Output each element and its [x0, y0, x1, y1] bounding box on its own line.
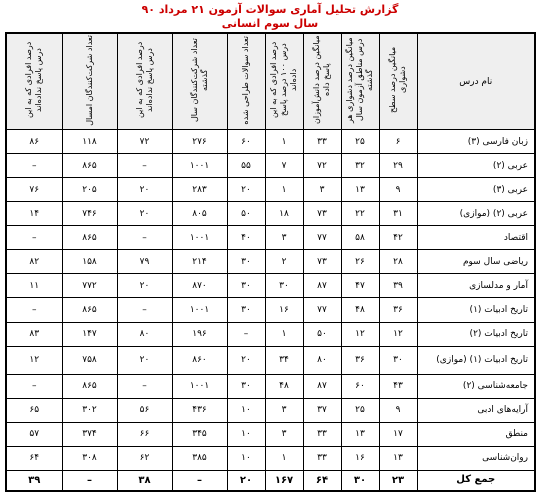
value-cell: ۱ — [265, 130, 303, 154]
value-cell: ۱۳ — [341, 178, 379, 202]
value-cell: – — [117, 374, 172, 398]
value-cell: ۲۶ — [341, 250, 379, 274]
value-cell: – — [6, 154, 62, 178]
value-cell: ۱۶ — [341, 446, 379, 470]
value-cell: ۳۰ — [227, 274, 265, 298]
value-cell: ۷۶ — [6, 178, 62, 202]
value-cell: ۳۰ — [227, 374, 265, 398]
value-cell: ۸۲ — [6, 250, 62, 274]
value-cell: ۲۸ — [379, 250, 417, 274]
header-col-7-label: درصد افرادی که به این درس پاسخ نداده‌اند — [134, 41, 154, 119]
header-col-8-label: تعداد شرکت‌کنندگان امسال — [84, 34, 94, 126]
value-cell: ۲۲ — [341, 202, 379, 226]
header-row — [6, 33, 535, 130]
value-cell: ۴۳۶ — [172, 398, 227, 422]
value-cell: – — [6, 226, 62, 250]
course-name-cell: عربی (۲) — [417, 154, 535, 178]
value-cell: ۴۸ — [265, 374, 303, 398]
report-subtitle: سال سوم انسانی — [221, 17, 319, 30]
value-cell: ۲۷۶ — [172, 130, 227, 154]
value-cell: ۳۶ — [379, 298, 417, 322]
value-cell: ۳۸ — [117, 470, 172, 491]
header-col-1 — [379, 33, 417, 130]
value-cell: ۸۳ — [6, 322, 62, 346]
value-cell: ۱۰۰۱ — [172, 154, 227, 178]
value-cell: ۷۷۲ — [62, 274, 117, 298]
table-row — [6, 274, 535, 298]
value-cell: ۱۰ — [227, 446, 265, 470]
value-cell: ۳ — [303, 178, 341, 202]
header-col-4 — [265, 33, 303, 130]
value-cell: ۱۱۸ — [62, 130, 117, 154]
table-row — [6, 226, 535, 250]
value-cell: – — [62, 470, 117, 491]
table-row — [6, 178, 535, 202]
table-row — [6, 374, 535, 398]
value-cell: ۶۵ — [6, 398, 62, 422]
value-cell: ۱۵۸ — [62, 250, 117, 274]
value-cell: ۲۰ — [227, 346, 265, 374]
value-cell: ۲۰ — [117, 178, 172, 202]
value-cell: ۷ — [265, 154, 303, 178]
course-name-cell: تاریخ ادبیات (۱) — [417, 298, 535, 322]
header-col-9 — [6, 33, 62, 130]
header-col-4-label: درصد افرادی که به این درس ۱۰۰ درصد پاسخ داده‌اند — [269, 41, 298, 119]
value-cell: ۶۲ — [117, 446, 172, 470]
header-col-2-label: میانگین درصد دشواری هر درس مناطق آزمون سال گذشته — [345, 37, 374, 123]
value-cell: ۷۴۶ — [62, 202, 117, 226]
table-row — [6, 346, 535, 374]
value-cell: ۳۳ — [303, 130, 341, 154]
value-cell: ۲۵ — [341, 398, 379, 422]
value-cell: – — [6, 298, 62, 322]
value-cell: ۲۰ — [117, 202, 172, 226]
value-cell: ۱۲ — [379, 322, 417, 346]
value-cell: ۱۶۷ — [265, 470, 303, 491]
value-cell: ۸۶۵ — [62, 298, 117, 322]
value-cell: ۳۰ — [341, 470, 379, 491]
value-cell: ۸۰۵ — [172, 202, 227, 226]
header-col-6-label: تعداد شرکت‌کنندگان سال گذشته — [189, 38, 209, 122]
report-table-wrapper — [5, 32, 534, 492]
header-col-9-label: درصد افرادی که به این درس پاسخ نداده‌اند — [24, 41, 44, 119]
table-row — [6, 422, 535, 446]
value-cell: ۶۰ — [227, 130, 265, 154]
value-cell: – — [172, 470, 227, 491]
value-cell: ۹ — [379, 398, 417, 422]
value-cell: ۳۴۵ — [172, 422, 227, 446]
value-cell: ۱۲ — [6, 346, 62, 374]
header-col-8 — [62, 33, 117, 130]
table-row — [6, 298, 535, 322]
header-col-3-label: میانگین درصد دانش‌آموزان پاسخ داده — [312, 35, 331, 125]
value-cell: ۲۰ — [117, 274, 172, 298]
value-cell: ۲۱۴ — [172, 250, 227, 274]
table-row — [6, 322, 535, 346]
value-cell: ۲۵ — [341, 130, 379, 154]
value-cell: ۳۳ — [303, 446, 341, 470]
value-cell: ۳۰ — [379, 346, 417, 374]
value-cell: ۸۷ — [303, 374, 341, 398]
report-title: گزارش تحلیل آماری سوالات آزمون ۲۱ مرداد ۹۰ — [141, 3, 399, 16]
value-cell: ۳۱ — [379, 202, 417, 226]
value-cell: ۹ — [379, 178, 417, 202]
value-cell: ۸۰ — [303, 346, 341, 374]
course-name-cell: عربی (۳) — [417, 178, 535, 202]
value-cell: ۸۶ — [6, 130, 62, 154]
value-cell: ۳۷ — [303, 398, 341, 422]
value-cell: ۲۰۵ — [62, 178, 117, 202]
value-cell: ۶ — [379, 130, 417, 154]
course-name-cell: جمع کل — [417, 470, 535, 491]
value-cell: ۵۷ — [6, 422, 62, 446]
table-body — [6, 130, 535, 492]
table-row — [6, 398, 535, 422]
value-cell: ۸۷ — [303, 274, 341, 298]
value-cell: ۶۰ — [341, 374, 379, 398]
value-cell: ۷۲ — [303, 154, 341, 178]
report-table — [5, 32, 536, 492]
value-cell: ۲۰ — [227, 178, 265, 202]
value-cell: – — [6, 374, 62, 398]
value-cell: ۳۳ — [303, 422, 341, 446]
value-cell: ۲۰ — [227, 470, 265, 491]
value-cell: ۳ — [265, 422, 303, 446]
header-course-name: نام درس — [417, 33, 535, 130]
value-cell: ۴۲ — [379, 226, 417, 250]
value-cell: ۳۰ — [227, 298, 265, 322]
value-cell: – — [117, 298, 172, 322]
value-cell: ۵۰ — [303, 322, 341, 346]
value-cell: ۱۳ — [341, 422, 379, 446]
value-cell: ۳۰ — [265, 274, 303, 298]
course-name-cell: منطق — [417, 422, 535, 446]
header-col-6 — [172, 33, 227, 130]
value-cell: ۷۹ — [117, 250, 172, 274]
value-cell: ۱۰۰۱ — [172, 374, 227, 398]
value-cell: ۳۲ — [341, 154, 379, 178]
value-cell: ۳۶ — [341, 346, 379, 374]
value-cell: ۷۲ — [117, 130, 172, 154]
header-col-2 — [341, 33, 379, 130]
value-cell: ۱۴۷ — [62, 322, 117, 346]
value-cell: ۱۰۰۱ — [172, 298, 227, 322]
value-cell: ۵۰ — [227, 202, 265, 226]
value-cell: ۳۷۴ — [62, 422, 117, 446]
table-row — [6, 202, 535, 226]
value-cell: ۱۶ — [265, 298, 303, 322]
value-cell: ۵۵ — [227, 154, 265, 178]
value-cell: ۶۴ — [6, 446, 62, 470]
value-cell: ۳ — [265, 226, 303, 250]
value-cell: ۲ — [265, 250, 303, 274]
header-col-1-label: میانگین درصد سطح دشواری — [388, 46, 407, 114]
header-col-7 — [117, 33, 172, 130]
course-name-cell: تاریخ ادبیات (۲) — [417, 322, 535, 346]
course-name-cell: ریاضی سال سوم — [417, 250, 535, 274]
value-cell: – — [117, 154, 172, 178]
course-name-cell: آرایه‌های ادبی — [417, 398, 535, 422]
table-row — [6, 446, 535, 470]
value-cell: ۷۷ — [303, 298, 341, 322]
value-cell: ۸۶۵ — [62, 154, 117, 178]
course-name-cell: تاریخ ادبیات (۱) (موازی) — [417, 346, 535, 374]
value-cell: ۸۶۰ — [172, 346, 227, 374]
value-cell: ۶۴ — [303, 470, 341, 491]
course-name-cell: جامعه‌شناسی (۲) — [417, 374, 535, 398]
value-cell: – — [227, 322, 265, 346]
course-name-cell: عربی (۲) (موازی) — [417, 202, 535, 226]
value-cell: ۳۹ — [6, 470, 62, 491]
value-cell: ۷۳ — [303, 202, 341, 226]
value-cell: ۴۷ — [341, 274, 379, 298]
value-cell: ۴۰ — [227, 226, 265, 250]
value-cell: ۳۰۸ — [62, 446, 117, 470]
value-cell: ۷۵۸ — [62, 346, 117, 374]
table-row — [6, 130, 535, 154]
course-name-cell: آمار و مدلسازی — [417, 274, 535, 298]
value-cell: ۸۶۵ — [62, 226, 117, 250]
value-cell: ۳۴ — [265, 346, 303, 374]
course-name-cell: روان‌شناسی — [417, 446, 535, 470]
value-cell: ۴۸ — [341, 298, 379, 322]
course-name-cell: اقتصاد — [417, 226, 535, 250]
value-cell: ۳۰ — [227, 250, 265, 274]
table-row — [6, 154, 535, 178]
header-col-5 — [227, 33, 265, 130]
value-cell: ۱۹۶ — [172, 322, 227, 346]
value-cell: ۱ — [265, 446, 303, 470]
value-cell: ۱۰ — [227, 398, 265, 422]
course-name-cell: زبان فارسی (۳) — [417, 130, 535, 154]
value-cell: ۱ — [265, 322, 303, 346]
value-cell: ۱۲ — [341, 322, 379, 346]
value-cell: ۱۳ — [379, 446, 417, 470]
table-row — [6, 250, 535, 274]
value-cell: ۳۹ — [379, 274, 417, 298]
value-cell: ۵۶ — [117, 398, 172, 422]
value-cell: ۳ — [265, 398, 303, 422]
value-cell: ۱۱ — [6, 274, 62, 298]
value-cell: ۲۳ — [379, 470, 417, 491]
header-col-5-label: تعداد سوالات طراحی شده — [241, 35, 250, 125]
value-cell: ۱۷ — [379, 422, 417, 446]
value-cell: ۵۸ — [341, 226, 379, 250]
value-cell: ۴۳ — [379, 374, 417, 398]
value-cell: ۱۰ — [227, 422, 265, 446]
value-cell: ۲۸۳ — [172, 178, 227, 202]
value-cell: ۱۸ — [265, 202, 303, 226]
value-cell: ۸۰ — [117, 322, 172, 346]
value-cell: ۸۶۵ — [62, 374, 117, 398]
value-cell: ۷۳ — [303, 250, 341, 274]
value-cell: ۲۰ — [117, 346, 172, 374]
value-cell: ۸۷۰ — [172, 274, 227, 298]
value-cell: ۷۷ — [303, 226, 341, 250]
value-cell: ۳۸۵ — [172, 446, 227, 470]
value-cell: ۱۰۰۱ — [172, 226, 227, 250]
total-row — [6, 470, 535, 491]
value-cell: ۲۹ — [379, 154, 417, 178]
header-col-3 — [303, 33, 341, 130]
value-cell: – — [117, 226, 172, 250]
value-cell: ۱ — [265, 178, 303, 202]
value-cell: ۶۶ — [117, 422, 172, 446]
value-cell: ۱۴ — [6, 202, 62, 226]
value-cell: ۳۰۲ — [62, 398, 117, 422]
